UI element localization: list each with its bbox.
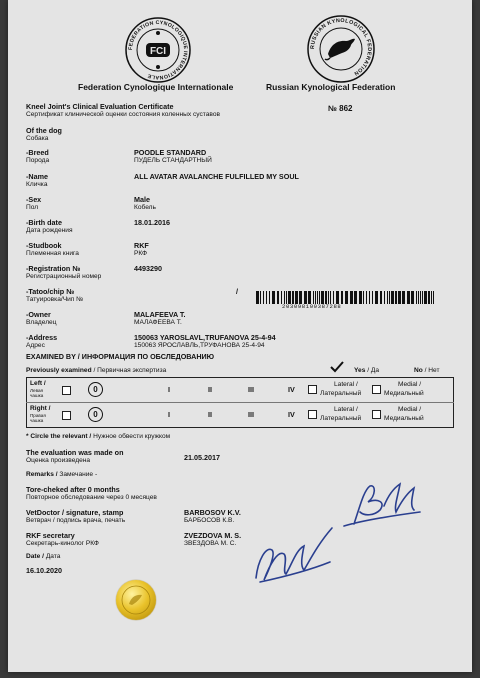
dog-section-label: Of the dog bbox=[26, 126, 62, 135]
grade-row-label-ru: Левая чашка bbox=[30, 388, 44, 398]
secretary-signature bbox=[248, 520, 338, 590]
field-label: -Studbook bbox=[26, 241, 62, 250]
medial-label-ru: Медиальный bbox=[384, 415, 424, 422]
barcode-bar bbox=[424, 291, 427, 304]
barcode-bar bbox=[375, 291, 378, 304]
previously-examined: Previously examined / Первичная экспертиза bbox=[26, 367, 167, 374]
field-label: -Sex bbox=[26, 195, 42, 204]
rkf-secretary-name: ZVEZDOVA M. S. bbox=[184, 531, 242, 540]
lateral-label: Lateral / bbox=[334, 381, 358, 388]
barcode-bar bbox=[277, 291, 279, 304]
field-label-ru: Дата рождения bbox=[26, 227, 73, 234]
field-label-ru: Татуировка/Чип № bbox=[26, 296, 84, 303]
circle-note: * Circle the relevant / Нужное обвести кружком bbox=[26, 433, 171, 440]
issue-date: 16.10.2020 bbox=[26, 566, 62, 575]
rkf-secretary-name-ru: ЗВЕЗДОВА М. С. bbox=[184, 540, 237, 547]
vet-label-ru: Ветврач / подпись врача, печать bbox=[26, 517, 126, 524]
field-label-ru: Адрес bbox=[26, 342, 45, 349]
rkf-secretary-label: RKF secretary bbox=[26, 531, 75, 540]
svg-text:FEDERATION CYNOLOGIQUE INTERNA: FEDERATION CYNOLOGIQUE INTERNATIONALE bbox=[127, 19, 189, 81]
barcode-bar bbox=[366, 291, 367, 304]
grades-bottom-rule bbox=[26, 427, 454, 428]
field-label: -Breed bbox=[26, 148, 49, 157]
barcode-bar bbox=[359, 291, 362, 304]
field-value: POODLE STANDARD bbox=[134, 148, 207, 157]
vet-name: BARBOSOV K.V. bbox=[184, 508, 241, 517]
field-label: -Tatoo/chip № bbox=[26, 287, 75, 296]
examined-label: EXAMINED BY / ИНФОРМАЦИЯ ПО ОБСЛЕДОВАНИЮ bbox=[26, 352, 215, 361]
issue-date-label: Date / Дата bbox=[26, 553, 61, 560]
rkf-secretary-label-ru: Секретарь-кинолог РКФ bbox=[26, 540, 99, 547]
barcode-bar bbox=[431, 291, 432, 304]
grade-option[interactable]: II bbox=[208, 410, 212, 419]
dog-section-label-ru: Собака bbox=[26, 135, 49, 142]
field-value-ru: 150063 ЯРОСЛАВЛЬ,ТРУФАНОВА 25-4-94 bbox=[134, 342, 265, 349]
grade-row-label: Right / bbox=[30, 405, 51, 412]
medial-checkbox[interactable] bbox=[372, 410, 381, 419]
certificate-title: Kneel Joint's Clinical Evaluation Certificate bbox=[26, 102, 174, 111]
field-value: MALAFEEVA T. bbox=[134, 310, 186, 319]
grade-option[interactable]: II bbox=[208, 385, 212, 394]
recheck-label: Tore-cheked after 0 months bbox=[26, 485, 120, 494]
field-value-ru: Кобель bbox=[134, 204, 156, 211]
field-value: 18.01.2016 bbox=[134, 218, 170, 227]
grades-top-rule bbox=[26, 377, 454, 378]
barcode-bar bbox=[263, 291, 264, 304]
svg-text:RUSSIAN KYNOLOGICAL FEDERATION: RUSSIAN KYNOLOGICAL FEDERATION bbox=[309, 17, 373, 77]
vet-label: VetDoctor / signature, stamp bbox=[26, 508, 124, 517]
evaluation-label: The evaluation was made on bbox=[26, 448, 124, 457]
field-value: RKF bbox=[134, 241, 149, 250]
evaluation-label-ru: Оценка произведена bbox=[26, 457, 91, 464]
barcode-bar bbox=[380, 291, 382, 304]
barcode-bar bbox=[398, 291, 401, 304]
lateral-checkbox[interactable] bbox=[308, 410, 317, 419]
lateral-label: Lateral / bbox=[334, 406, 358, 413]
field-value: / bbox=[236, 287, 238, 296]
grade-option[interactable]: III bbox=[248, 410, 254, 419]
vet-name-ru: БАРБОСОВ К.В. bbox=[184, 517, 235, 524]
barcode-bar bbox=[428, 291, 430, 304]
check-mark-icon bbox=[330, 361, 344, 373]
grade-row-label: Left / bbox=[30, 380, 46, 387]
vet-signature bbox=[334, 476, 424, 536]
barcode-bar bbox=[395, 291, 397, 304]
barcode-bar bbox=[422, 291, 423, 304]
field-label-ru: Кличка bbox=[26, 181, 48, 188]
grade-circled-value[interactable]: 0 bbox=[88, 407, 103, 422]
barcode-bar bbox=[433, 291, 434, 304]
field-label: -Owner bbox=[26, 310, 51, 319]
grades-middle-rule bbox=[26, 402, 454, 403]
field-label-ru: Порода bbox=[26, 157, 50, 164]
barcode-bar bbox=[420, 291, 421, 304]
barcode-bar bbox=[266, 291, 267, 304]
lateral-label-ru: Латеральный bbox=[320, 415, 362, 422]
barcode-bar bbox=[384, 291, 385, 304]
barcode-bar bbox=[260, 291, 261, 304]
grade-option[interactable]: III bbox=[248, 385, 254, 394]
barcode-bar bbox=[418, 291, 419, 304]
barcode-bar bbox=[345, 291, 348, 304]
barcode-bar bbox=[391, 291, 394, 304]
chip-number: 203098100387288 bbox=[282, 303, 342, 310]
field-value-ru: ПУДЕЛЬ СТАНДАРТНЫЙ bbox=[134, 157, 212, 164]
rkf-name: Russian Kynological Federation bbox=[266, 82, 396, 92]
field-label-ru: Владелец bbox=[26, 319, 57, 326]
field-label-ru: Пол bbox=[26, 204, 39, 211]
evaluation-date: 21.05.2017 bbox=[184, 453, 220, 462]
fci-name: Federation Cynologique Internationale bbox=[78, 82, 234, 92]
remarks: Remarks / Замечание - bbox=[26, 471, 98, 478]
barcode-bar bbox=[269, 291, 270, 304]
medial-label-ru: Медиальный bbox=[384, 390, 424, 397]
certificate-page bbox=[8, 0, 472, 672]
grade-option[interactable]: I bbox=[168, 385, 170, 394]
yes-option: Yes / Да bbox=[354, 367, 380, 374]
grade-option[interactable]: I bbox=[168, 410, 170, 419]
medial-checkbox[interactable] bbox=[372, 385, 381, 394]
grade-circled-value[interactable]: 0 bbox=[88, 382, 103, 397]
field-value: 4493290 bbox=[134, 264, 162, 273]
barcode-bar bbox=[363, 291, 364, 304]
barcode-bar bbox=[411, 291, 414, 304]
lateral-checkbox[interactable] bbox=[308, 385, 317, 394]
barcode-bar bbox=[372, 291, 373, 304]
field-label: -Address bbox=[26, 333, 58, 342]
certificate-title-ru: Сертификат клинической оценки состояния коленных суставов bbox=[26, 111, 221, 118]
barcode-bar bbox=[416, 291, 417, 304]
barcode-bar bbox=[389, 291, 390, 304]
barcode-bar bbox=[369, 291, 370, 304]
barcode-bar bbox=[354, 291, 357, 304]
rkf-logo bbox=[306, 14, 376, 84]
seal-emblem bbox=[118, 582, 154, 618]
grade-row-label-ru: Правая чашка bbox=[30, 413, 46, 423]
medial-label: Medial / bbox=[398, 406, 422, 413]
field-label: -Registration № bbox=[26, 264, 81, 273]
barcode-bar bbox=[387, 291, 388, 304]
grade-option[interactable]: IV bbox=[288, 385, 295, 394]
barcode-bar bbox=[272, 291, 275, 304]
fci-logo bbox=[124, 16, 192, 84]
field-value: ALL AVATAR AVALANCHE FULFILLED MY SOUL bbox=[134, 172, 299, 181]
grade-checkbox[interactable] bbox=[62, 386, 71, 395]
field-label-ru: Регистрационный номер bbox=[26, 273, 102, 280]
field-value: 150063 YAROSLAVL,TRUFANOVA 25-4-94 bbox=[134, 333, 276, 342]
lateral-label-ru: Латеральный bbox=[320, 390, 362, 397]
barcode-bar bbox=[402, 291, 405, 304]
field-value: Male bbox=[134, 195, 150, 204]
no-option: No / Нет bbox=[414, 367, 440, 374]
field-label: -Name bbox=[26, 172, 48, 181]
barcode-bar bbox=[350, 291, 353, 304]
recheck-label-ru: Повторное обследование через 0 месяцев bbox=[26, 494, 157, 501]
fci-logo-text: FCI bbox=[149, 46, 167, 57]
barcode-bar bbox=[407, 291, 410, 304]
field-label-ru: Племенная книга bbox=[26, 250, 79, 257]
grade-checkbox[interactable] bbox=[62, 411, 71, 420]
field-value-ru: РКФ bbox=[134, 250, 148, 257]
barcode-bar bbox=[256, 291, 259, 304]
medial-label: Medial / bbox=[398, 381, 422, 388]
grade-option[interactable]: IV bbox=[288, 410, 295, 419]
certificate-number: № 862 bbox=[328, 104, 353, 113]
field-value-ru: МАЛАФЕЕВА Т. bbox=[134, 319, 182, 326]
field-label: -Birth date bbox=[26, 218, 62, 227]
